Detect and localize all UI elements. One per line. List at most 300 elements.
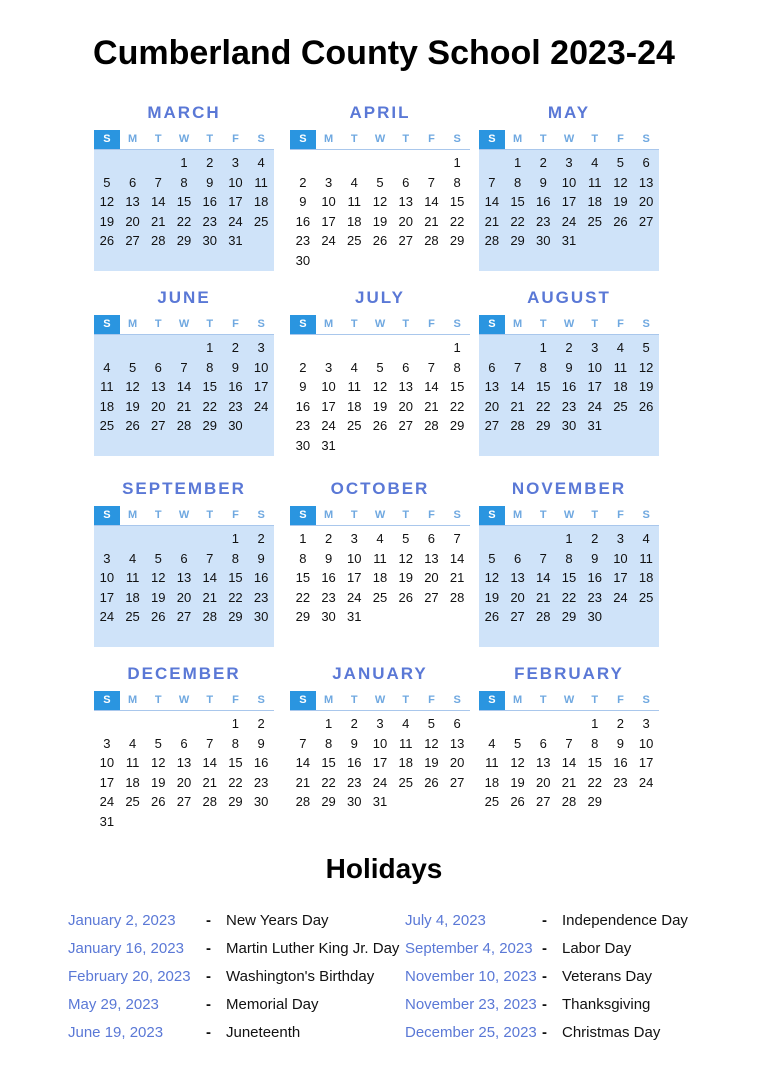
weekday-header — [290, 691, 470, 711]
day-cell: 17 — [372, 755, 388, 771]
month-august — [479, 287, 659, 456]
day-cell: 12 — [613, 174, 628, 190]
weekday-label: T — [539, 133, 547, 145]
weekday-label: S — [94, 130, 120, 149]
day-cell: 23 — [295, 418, 311, 434]
day-cell: 4 — [488, 735, 496, 751]
empty-cell — [94, 153, 120, 173]
day-cell: 24 — [253, 398, 269, 414]
day-cell: 21 — [424, 398, 439, 414]
day-cell: 21 — [510, 398, 525, 414]
weekday-label: M — [127, 318, 138, 330]
day-cell: 23 — [253, 774, 269, 790]
day-cell: 29 — [536, 418, 551, 434]
day-cell: 19 — [424, 755, 439, 771]
empty-cell — [120, 153, 146, 173]
day-cell: 15 — [449, 379, 465, 395]
weekday-label: S — [94, 315, 120, 334]
day-cell: 2 — [257, 716, 265, 731]
day-cell: 11 — [587, 174, 602, 190]
day-cell: 18 — [347, 398, 362, 414]
day-cell: 3 — [376, 716, 384, 731]
day-cell: 11 — [485, 755, 499, 771]
day-cell: 18 — [587, 194, 602, 210]
day-cell: 24 — [321, 233, 336, 249]
day-cell: 23 — [536, 213, 551, 229]
day-cell: 8 — [591, 735, 599, 751]
day-cell: 22 — [587, 774, 602, 790]
day-cell: 26 — [424, 774, 439, 790]
day-cell: 5 — [427, 716, 436, 731]
day-cell: 12 — [372, 194, 388, 210]
day-cell: 10 — [638, 735, 654, 751]
day-cell: 7 — [488, 174, 496, 190]
day-cell: 8 — [299, 550, 307, 566]
day-cell: 8 — [453, 359, 461, 375]
day-cell: 17 — [321, 213, 336, 229]
day-cell: 27 — [449, 774, 465, 790]
day-cell: 3 — [103, 550, 111, 566]
day-cell: 21 — [561, 774, 577, 790]
weekday-label: S — [642, 509, 650, 521]
empty-cell — [367, 153, 393, 173]
holiday-name: Memorial Day — [226, 996, 319, 1013]
day-cell: 12 — [398, 550, 413, 566]
day-cell: 26 — [125, 418, 140, 434]
holiday-separator: - — [542, 996, 547, 1013]
day-cell: 31 — [347, 609, 362, 625]
day-cell: 8 — [539, 359, 547, 375]
weekday-label: M — [512, 509, 523, 521]
weekday-label: F — [232, 133, 239, 145]
weekday-label: T — [206, 694, 214, 706]
day-cell: 14 — [295, 755, 311, 771]
day-cell: 2 — [257, 531, 265, 546]
day-cell: 11 — [347, 379, 362, 395]
day-cell: 2 — [616, 716, 625, 731]
day-cell: 6 — [539, 735, 547, 751]
day-cell: 18 — [99, 398, 115, 414]
day-cell: 2 — [324, 531, 333, 546]
weekday-label: S — [642, 133, 650, 145]
holiday-name: Independence Day — [562, 912, 688, 929]
day-cell: 16 — [295, 213, 311, 229]
day-cell: 21 — [176, 398, 192, 414]
day-cell: 13 — [638, 174, 654, 190]
day-cell: 6 — [642, 155, 650, 170]
month-name: JUNE — [157, 288, 211, 307]
day-cell: 1 — [299, 531, 307, 546]
day-cell: 30 — [228, 418, 243, 434]
day-cell: 25 — [347, 418, 362, 434]
day-cell: 6 — [128, 174, 137, 190]
day-cell: 14 — [424, 379, 439, 395]
day-cell: 18 — [125, 774, 140, 790]
day-cell: 8 — [180, 174, 188, 190]
day-grid — [479, 150, 659, 271]
day-cell: 17 — [99, 774, 115, 790]
month-may — [479, 102, 659, 271]
weekday-label: M — [323, 133, 334, 145]
weekday-label: T — [154, 694, 162, 706]
empty-cell — [479, 338, 505, 358]
weekday-header — [290, 315, 470, 335]
month-name: SEPTEMBER — [122, 479, 246, 498]
day-cell: 18 — [638, 570, 654, 586]
day-cell: 27 — [510, 609, 525, 625]
weekday-header — [94, 130, 274, 150]
day-cell: 22 — [228, 589, 243, 605]
day-cell: 16 — [295, 398, 311, 414]
day-cell: 30 — [253, 609, 269, 625]
empty-cell — [556, 714, 582, 734]
month-name: MARCH — [147, 103, 221, 122]
day-cell: 26 — [398, 589, 413, 605]
day-cell: 12 — [372, 379, 388, 395]
day-cell: 13 — [536, 755, 551, 771]
day-cell: 26 — [638, 398, 654, 414]
day-grid — [94, 526, 274, 647]
day-cell: 12 — [510, 755, 525, 771]
month-october — [290, 478, 470, 627]
day-grid — [290, 335, 470, 456]
day-cell: 27 — [536, 794, 551, 810]
day-cell: 16 — [253, 570, 269, 586]
weekday-label: S — [479, 506, 505, 525]
day-cell: 4 — [591, 155, 599, 170]
weekday-label: T — [402, 694, 410, 706]
day-cell: 22 — [228, 774, 243, 790]
day-cell: 25 — [253, 213, 269, 229]
day-cell: 24 — [347, 589, 362, 605]
day-cell: 30 — [536, 233, 551, 249]
day-cell: 18 — [398, 755, 413, 771]
weekday-label: T — [591, 509, 599, 521]
day-cell: 20 — [638, 194, 654, 210]
day-cell: 1 — [324, 716, 333, 731]
day-cell: 31 — [228, 233, 243, 249]
holiday-separator: - — [206, 968, 211, 985]
day-cell: 15 — [228, 570, 243, 586]
month-name: APRIL — [349, 103, 411, 122]
weekday-header — [290, 130, 470, 150]
day-cell: 6 — [402, 174, 410, 190]
day-cell: 29 — [176, 233, 192, 249]
day-cell: 22 — [295, 589, 311, 605]
day-cell: 20 — [484, 398, 500, 414]
holiday-name: Veterans Day — [562, 968, 653, 985]
day-cell: 10 — [321, 194, 336, 210]
day-cell: 22 — [536, 398, 551, 414]
day-cell: 15 — [510, 194, 525, 210]
day-cell: 12 — [151, 570, 166, 586]
weekday-label: S — [642, 694, 650, 706]
day-cell: 9 — [350, 735, 358, 751]
day-cell: 18 — [484, 774, 500, 790]
day-cell: 24 — [228, 213, 243, 229]
day-cell: 16 — [561, 379, 577, 395]
day-cell: 26 — [99, 233, 115, 249]
weekday-label: M — [323, 509, 334, 521]
day-cell: 24 — [561, 213, 577, 229]
day-cell: 10 — [228, 174, 243, 190]
day-cell: 2 — [565, 340, 573, 355]
day-cell: 29 — [295, 609, 311, 625]
weekday-label: M — [512, 694, 523, 706]
empty-cell — [316, 338, 342, 358]
day-cell: 10 — [253, 359, 269, 375]
day-cell: 26 — [484, 609, 500, 625]
day-cell: 22 — [202, 398, 217, 414]
weekday-label: F — [617, 509, 624, 521]
day-cell: 24 — [638, 774, 654, 790]
day-cell: 1 — [231, 716, 240, 731]
weekday-label: S — [290, 691, 316, 710]
weekday-label: F — [428, 133, 435, 145]
weekday-label: F — [617, 694, 624, 706]
weekday-label: T — [154, 509, 162, 521]
day-cell: 25 — [638, 589, 654, 605]
day-cell: 14 — [449, 550, 465, 566]
weekday-label: M — [127, 509, 138, 521]
day-cell: 19 — [510, 774, 525, 790]
day-cell: 19 — [151, 774, 166, 790]
empty-cell — [120, 529, 146, 549]
day-cell: 18 — [613, 379, 628, 395]
holiday-date: December 25, 2023 — [405, 1024, 537, 1041]
day-cell: 21 — [202, 589, 217, 605]
empty-cell — [94, 529, 120, 549]
day-cell: 3 — [257, 340, 265, 355]
day-grid — [479, 335, 659, 456]
day-cell: 22 — [176, 213, 192, 229]
day-cell: 17 — [347, 570, 362, 586]
month-name: JANUARY — [332, 664, 428, 683]
day-grid — [290, 526, 470, 627]
day-cell: 1 — [513, 155, 522, 170]
holiday-separator: - — [542, 968, 547, 985]
weekday-label: W — [374, 318, 386, 330]
day-cell: 9 — [257, 550, 265, 566]
empty-cell — [145, 529, 171, 549]
day-cell: 15 — [321, 755, 336, 771]
day-cell: 26 — [372, 418, 388, 434]
day-cell: 10 — [587, 359, 602, 375]
day-cell: 29 — [510, 233, 525, 249]
day-cell: 14 — [510, 379, 525, 395]
day-cell: 6 — [488, 359, 496, 375]
day-cell: 27 — [484, 418, 500, 434]
weekday-label: W — [374, 509, 386, 521]
holiday-name: Washington's Birthday — [226, 968, 375, 985]
day-cell: 1 — [453, 340, 461, 355]
day-cell: 29 — [449, 418, 465, 434]
day-cell: 26 — [510, 794, 525, 810]
holiday-date: January 16, 2023 — [68, 940, 184, 957]
day-cell: 24 — [613, 589, 628, 605]
day-cell: 13 — [398, 379, 413, 395]
day-cell: 28 — [536, 609, 551, 625]
weekday-label: W — [563, 318, 575, 330]
day-grid — [94, 335, 274, 456]
empty-cell — [393, 153, 419, 173]
day-cell: 21 — [424, 213, 439, 229]
day-cell: 19 — [613, 194, 628, 210]
day-cell: 2 — [206, 155, 214, 170]
day-cell: 22 — [510, 213, 525, 229]
day-cell: 7 — [427, 359, 436, 375]
day-cell: 3 — [642, 716, 650, 731]
day-cell: 23 — [613, 774, 628, 790]
day-cell: 1 — [565, 531, 573, 546]
month-name: OCTOBER — [330, 479, 430, 498]
day-cell: 13 — [125, 194, 140, 210]
day-grid — [479, 711, 659, 812]
weekday-label: T — [539, 509, 547, 521]
day-cell: 23 — [253, 589, 269, 605]
holiday-date: November 23, 2023 — [405, 996, 537, 1013]
day-cell: 29 — [228, 609, 243, 625]
weekday-label: S — [257, 694, 265, 706]
empty-cell — [479, 153, 505, 173]
weekday-header — [94, 691, 274, 711]
day-cell: 29 — [561, 609, 577, 625]
day-cell: 13 — [151, 379, 166, 395]
day-cell: 30 — [587, 609, 602, 625]
day-cell: 5 — [376, 174, 384, 190]
weekday-label: M — [323, 694, 334, 706]
day-cell: 12 — [125, 379, 140, 395]
day-cell: 4 — [402, 716, 410, 731]
holiday-date: June 19, 2023 — [68, 1024, 164, 1041]
day-cell: 9 — [539, 174, 547, 190]
day-cell: 8 — [453, 174, 461, 190]
day-cell: 20 — [125, 213, 140, 229]
day-cell: 31 — [561, 233, 577, 249]
weekday-label: S — [257, 318, 265, 330]
empty-cell — [316, 153, 342, 173]
day-cell: 12 — [99, 194, 115, 210]
day-cell: 16 — [587, 570, 602, 586]
day-cell: 8 — [206, 359, 214, 375]
month-january — [290, 663, 470, 812]
day-grid — [290, 711, 470, 812]
day-cell: 11 — [347, 194, 362, 210]
day-cell: 10 — [99, 755, 115, 771]
day-cell: 8 — [231, 735, 240, 751]
day-cell: 24 — [99, 609, 115, 625]
day-cell: 20 — [510, 589, 525, 605]
day-cell: 3 — [591, 340, 599, 355]
day-cell: 5 — [616, 155, 625, 170]
day-cell: 30 — [347, 794, 362, 810]
empty-cell — [367, 338, 393, 358]
day-cell: 8 — [513, 174, 522, 190]
day-cell: 7 — [539, 550, 547, 566]
day-cell: 14 — [536, 570, 551, 586]
day-cell: 19 — [638, 379, 654, 395]
day-cell: 20 — [424, 570, 439, 586]
day-cell: 5 — [488, 550, 496, 566]
day-cell: 29 — [321, 794, 336, 810]
day-cell: 11 — [373, 550, 387, 566]
day-cell: 3 — [324, 174, 333, 190]
day-cell: 4 — [103, 359, 111, 375]
day-cell: 16 — [228, 379, 243, 395]
day-cell: 16 — [202, 194, 217, 210]
weekday-label: W — [178, 133, 190, 145]
day-cell: 27 — [125, 233, 140, 249]
empty-cell — [341, 338, 367, 358]
empty-cell — [419, 153, 445, 173]
empty-cell — [290, 338, 316, 358]
day-cell: 17 — [613, 570, 628, 586]
holiday-date: September 4, 2023 — [405, 940, 533, 957]
day-cell: 12 — [484, 570, 500, 586]
holiday-separator: - — [542, 1024, 547, 1041]
day-cell: 10 — [372, 735, 388, 751]
weekday-label: T — [206, 509, 214, 521]
day-cell: 19 — [398, 570, 413, 586]
holiday-name: Labor Day — [562, 940, 632, 957]
day-cell: 25 — [613, 398, 628, 414]
day-cell: 4 — [642, 531, 650, 546]
day-cell: 13 — [424, 550, 439, 566]
day-cell: 2 — [350, 716, 358, 731]
day-cell: 3 — [324, 359, 333, 375]
day-cell: 10 — [321, 379, 336, 395]
day-cell: 28 — [202, 609, 217, 625]
month-june — [94, 287, 274, 456]
day-cell: 30 — [295, 252, 311, 268]
day-cell: 4 — [350, 174, 358, 190]
weekday-label: F — [428, 509, 435, 521]
day-cell: 5 — [642, 340, 650, 355]
weekday-label: S — [453, 509, 461, 521]
day-cell: 9 — [616, 735, 625, 751]
day-cell: 8 — [231, 550, 240, 566]
day-cell: 25 — [125, 609, 140, 625]
holiday-separator: - — [542, 912, 547, 929]
day-cell: 19 — [151, 589, 166, 605]
empty-cell — [530, 529, 556, 549]
day-cell: 21 — [484, 213, 500, 229]
day-cell: 15 — [449, 194, 465, 210]
day-cell: 2 — [299, 174, 307, 190]
day-cell: 6 — [154, 359, 162, 375]
day-cell: 15 — [176, 194, 192, 210]
day-cell: 8 — [565, 550, 573, 566]
day-cell: 10 — [347, 550, 362, 566]
day-cell: 26 — [372, 233, 388, 249]
month-name: FEBRUARY — [514, 664, 624, 683]
day-cell: 19 — [372, 213, 388, 229]
day-cell: 1 — [591, 716, 599, 731]
day-cell: 1 — [206, 340, 214, 355]
weekday-label: F — [617, 133, 624, 145]
day-cell: 3 — [103, 735, 111, 751]
day-cell: 28 — [424, 418, 439, 434]
day-cell: 30 — [561, 418, 577, 434]
day-cell: 4 — [350, 359, 358, 375]
day-cell: 14 — [176, 379, 192, 395]
holiday-date: May 29, 2023 — [68, 996, 159, 1013]
day-cell: 12 — [638, 359, 654, 375]
day-cell: 31 — [321, 437, 336, 453]
day-cell: 31 — [99, 813, 115, 829]
day-cell: 7 — [299, 735, 307, 751]
day-cell: 2 — [299, 359, 307, 375]
